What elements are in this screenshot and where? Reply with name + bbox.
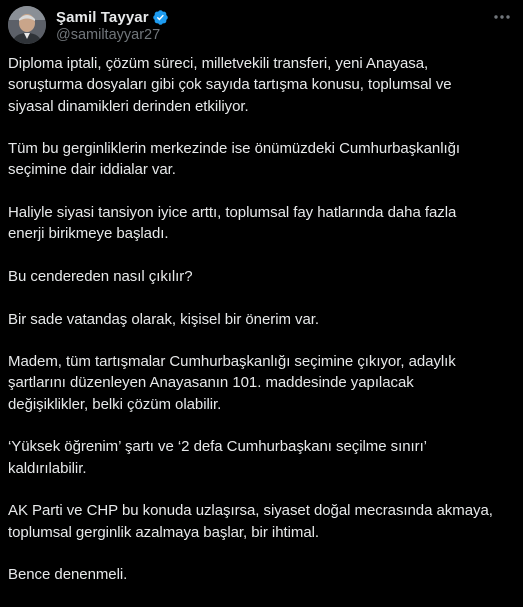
author-name-row [56,8,169,26]
avatar[interactable] [8,6,46,44]
tweet-paragraph: Tüm bu gerginliklerin merkezinde ise önümüzdeki Cumhurbaşkanlığı seçimine dair iddialar var. [8,140,461,179]
tweet-paragraph: Bu cendereden nasıl çıkılır? [8,267,193,285]
author-handle[interactable]: @samiltayyar27 [56,27,161,43]
avatar-photo [8,6,46,44]
tweet-paragraph: ‘Yüksek öğrenim’ şartı ve ‘2 defa Cumhurbaşkanı seçilme sınırı’ kaldırılabilir. [8,438,427,477]
verified-badge-icon [152,9,169,26]
tweet-paragraph: Bir sade vatandaş olarak, kişisel bir önerim var. [8,310,320,328]
tweet-paragraph: Madem, tüm tartışmalar Cumhurbaşkanlığı seçimine çıkıyor, adaylık şartlarını düzenleyen Anayasanın 101. maddesinde yapılacak değişiklikler, belki çözüm olabilir. [8,353,456,413]
tweet-paragraph: Diploma iptali, çözüm süreci, milletvekili transferi, yeni Anayasa, soruşturma dosyaları gibi çok sayıda tartışma konusu, toplumsal ve siyasal dinamikleri derinden etkiliyor. [8,55,452,115]
author-display-name[interactable]: Şamil Tayyar [56,8,149,26]
tweet-header [8,6,515,46]
tweet-paragraph: Bence denenmeli. [8,566,128,584]
tweet-paragraph: AK Parti ve CHP bu konuda uzlaşırsa, siyaset doğal mecrasında akmaya, toplumsal gerginlik azalmaya başlar, bir ihtimal. [8,502,493,541]
more-options-icon[interactable] [491,8,513,26]
tweet-paragraph: Haliyle siyasi tansiyon iyice arttı, toplumsal fay hatlarında daha fazla enerji birikmeye başladı. [8,204,457,243]
tweet-text [8,53,518,607]
